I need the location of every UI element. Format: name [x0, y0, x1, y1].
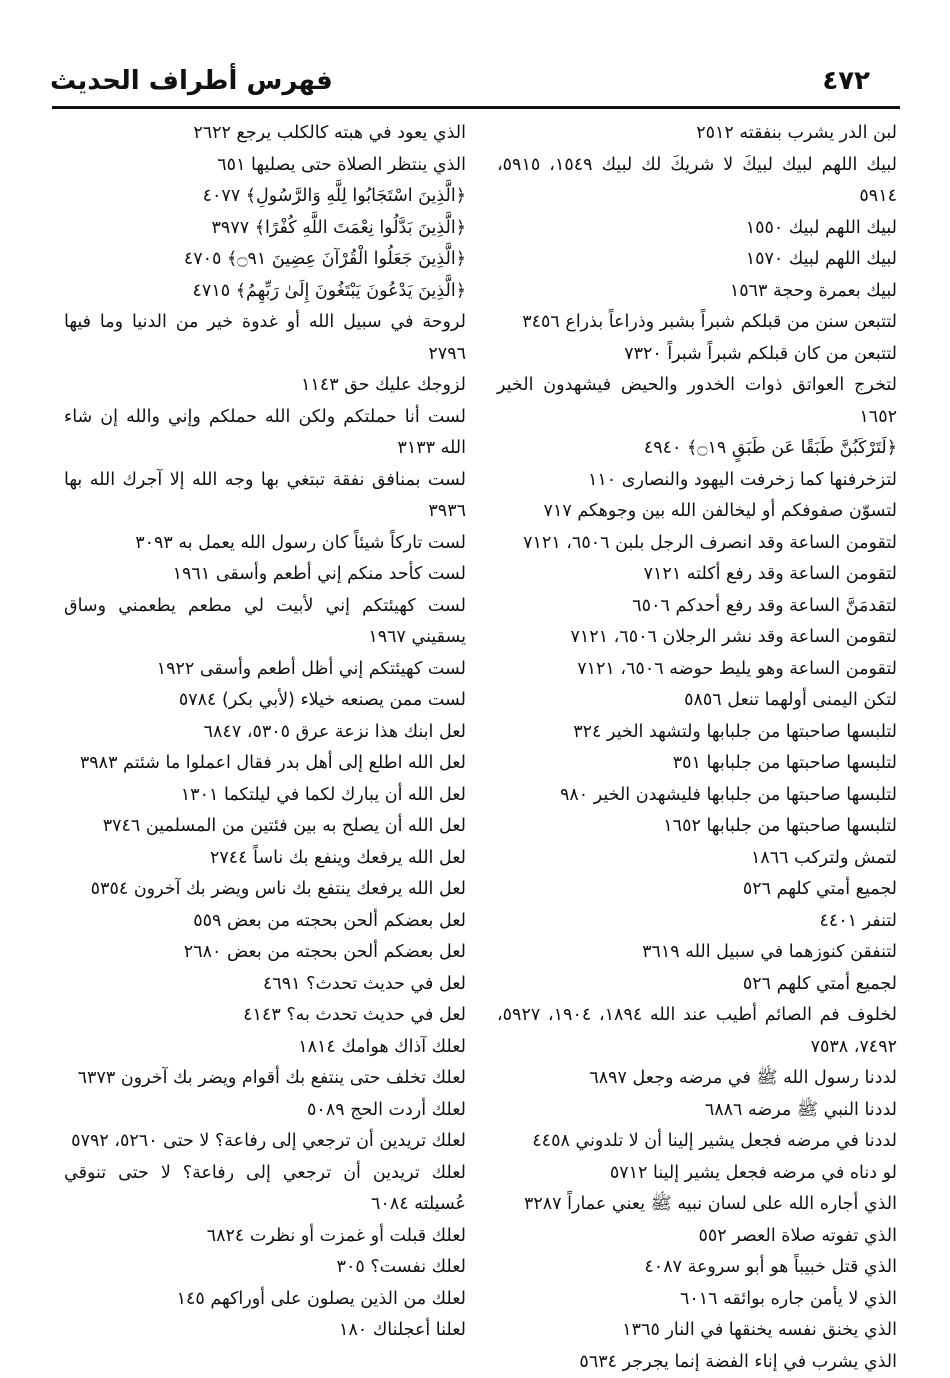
index-entry: لتقومن الساعة وهو يليط حوضه ٦٥٠٦، ٧١٢١	[497, 654, 897, 686]
index-entry: لتلبسها صاحبتها من جلبابها ٣٥١	[497, 748, 897, 780]
index-entry: لعلك نفست؟ ٣٠٥	[64, 1252, 466, 1284]
index-entry: لتمش ولتركب ١٨٦٦	[497, 843, 897, 875]
index-entry: لست كهيئتكم إني أظل أطعم وأسقى ١٩٢٢	[64, 654, 466, 686]
page-number: ٤٧٢	[822, 66, 870, 96]
index-entry: لعل الله اطلع إلى أهل بدر فقال اعملوا ما شئتم ٣٩٨٣	[64, 748, 466, 780]
index-entry: لددنا النبي ﷺ مرضه ٦٨٨٦	[497, 1095, 897, 1127]
index-entry: لست أنا حملتكم ولكن الله حملكم وإني والله إن شاء الله ٣١٣٣	[64, 402, 466, 465]
index-entry: الذي يعود في هبته كالكلب يرجع ٢٦٢٢	[64, 118, 466, 150]
index-entry: لعلك قبلت أو غمزت أو نظرت ٦٨٢٤	[64, 1221, 466, 1253]
index-column-left	[64, 118, 466, 1347]
index-entry: لعلك تريدين أن ترجعي إلى رفاعة؟ لا حتى ٥٢٦٠، ٥٧٩٢	[64, 1126, 466, 1158]
index-entry: لجميع أمتي كلهم ٥٢٦	[497, 874, 897, 906]
index-entry: لعل الله أن يبارك لكما في ليلتكما ١٣٠١	[64, 780, 466, 812]
index-entry: لتخرج العواتق ذوات الخدور والحيض فيشهدون الخير ١٦٥٢	[497, 370, 897, 433]
index-column-right	[497, 118, 897, 1378]
index-entry: لتنفر ٤٤٠١	[497, 906, 897, 938]
index-entry: لعلك تريدين أن ترجعي إلى رفاعة؟ لا حتى تنوقي عُسيلته ٦٠٨٤	[64, 1158, 466, 1221]
index-entry: لجميع أمتي كلهم ٥٢٦	[497, 969, 897, 1001]
index-entry: لعلنا أعجلناك ١٨٠	[64, 1315, 466, 1347]
index-entry: لعل الله يرفعك ينتفع بك ناس ويضر بك آخرون ٥٣٥٤	[64, 874, 466, 906]
index-entry: لتلبسها صاحبتها من جلبابها ١٦٥٢	[497, 811, 897, 843]
index-entry: الذي لا يأمن جاره بوائقه ٦٠١٦	[497, 1284, 897, 1316]
index-entry: لعل في حديث تحدث؟ ٤٦٩١	[64, 969, 466, 1001]
index-entry: ﴿الَّذِينَ يَدْعُونَ يَبْتَغُونَ إِلَىٰ رَبِّهِمُ﴾ ٤٧١٥	[64, 276, 466, 308]
index-entry: لعل في حديث تحدث به؟ ٤١٤٣	[64, 1000, 466, 1032]
index-entry: لست تاركاً شيئاً كان رسول الله يعمل به ٣٠٩٣	[64, 528, 466, 560]
index-entry: لتسوّن صفوفكم أو ليخالفن الله بين وجوهكم ٧١٧	[497, 496, 897, 528]
index-entry: الذي تفوته صلاة العصر ٥٥٢	[497, 1221, 897, 1253]
index-entry: لتكن اليمنى أولهما تنعل ٥٨٥٦	[497, 685, 897, 717]
index-entry: لست كهيئتكم إني لأبيت لي مطعم يطعمني وساق يسقيني ١٩٦٧	[64, 591, 466, 654]
index-entry: ﴿الَّذِينَ بَدَّلُوا نِعْمَتَ اللَّهِ كُفْرًا﴾ ٣٩٧٧	[64, 213, 466, 245]
index-entry: لبيك اللهم لبيك ١٥٧٠	[497, 244, 897, 276]
index-entry: لبن الدر يشرب بنفقته ٢٥١٢	[497, 118, 897, 150]
page-header	[50, 60, 900, 108]
index-entry: لعلك من الذين يصلون على أوراكهم ١٤٥	[64, 1284, 466, 1316]
index-entry: لعل الله أن يصلح به بين فئتين من المسلمين ٣٧٤٦	[64, 811, 466, 843]
index-entry: لتقومن الساعة وقد رفع أكلته ٧١٢١	[497, 559, 897, 591]
index-entry: الذي أجاره الله على لسان نبيه ﷺ يعني عماراً ٣٢٨٧	[497, 1189, 897, 1221]
index-entry: لعلك أردت الحج ٥٠٨٩	[64, 1095, 466, 1127]
index-entry: لددنا رسول الله ﷺ في مرضه وجعل ٦٨٩٧	[497, 1063, 897, 1095]
index-entry: ﴿الَّذِينَ اسْتَجَابُوا لِلَّهِ وَالرَّسُولِ﴾ ٤٠٧٧	[64, 181, 466, 213]
index-entry: لخلوف فم الصائم أطيب عند الله ١٨٩٤، ١٩٠٤، ٥٩٢٧، ٧٤٩٢، ٧٥٣٨	[497, 1000, 897, 1063]
index-entry: لددنا في مرضه فجعل يشير إلينا أن لا تلدوني ٤٤٥٨	[497, 1126, 897, 1158]
index-entry: لبيك اللهم لبيك ١٥٥٠	[497, 213, 897, 245]
index-entry: لتنفقن كنوزهما في سبيل الله ٣٦١٩	[497, 937, 897, 969]
index-entry: الذي يشرب في إناء الفضة إنما يجرجر ٥٦٣٤	[497, 1347, 897, 1378]
index-entry: لعل الله يرفعك وينفع بك ناساً ٢٧٤٤	[64, 843, 466, 875]
header-rule	[52, 106, 900, 109]
index-entry: لعل بعضكم ألحن بحجته من بعض ٢٦٨٠	[64, 937, 466, 969]
index-entry: لعل بعضكم ألحن بحجته من بعض ٥٥٩	[64, 906, 466, 938]
running-title: فهرس أطراف الحديث	[50, 66, 333, 96]
index-entry: لست ممن يصنعه خيلاء (لأبي بكر) ٥٧٨٤	[64, 685, 466, 717]
index-entry: لتزخرفنها كما زخرفت اليهود والنصارى ١١٠	[497, 465, 897, 497]
index-entry: الذي قتل خبيباً هو أبو سروعة ٤٠٨٧	[497, 1252, 897, 1284]
index-entry: لتقومن الساعة وقد نشر الرجلان ٦٥٠٦، ٧١٢١	[497, 622, 897, 654]
index-entry: لتقدمَنَّ الساعة وقد رفع أحدكم ٦٥٠٦	[497, 591, 897, 623]
index-entry: لست كأحد منكم إني أطعم وأسقى ١٩٦١	[64, 559, 466, 591]
index-entry: الذي يخنق نفسه يخنقها في النار ١٣٦٥	[497, 1315, 897, 1347]
index-entry: لبيك اللهم لبيك لبيكَ لا شريكَ لك لبيك ١٥٤٩، ٥٩١٥، ٥٩١٤	[497, 150, 897, 213]
index-entry: ﴿الَّذِينَ جَعَلُوا الْقُرْآنَ عِضِينَ ۝٩١﴾ ٤٧٠٥	[64, 244, 466, 276]
index-entry: لعل ابنك هذا نزعة عرق ٥٣٠٥، ٦٨٤٧	[64, 717, 466, 749]
index-entry: لست بمنافق نفقة تبتغي بها وجه الله إلا آجرك الله بها ٣٩٣٦	[64, 465, 466, 528]
index-entry: لتتبعن من كان قبلكم شبراً شبراً ٧٣٢٠	[497, 339, 897, 371]
index-entry: لعلك تخلف حتى ينتفع بك أقوام ويضر بك آخرون ٦٣٧٣	[64, 1063, 466, 1095]
index-entry: لتتبعن سنن من قبلكم شبراً بشبر وذراعاً بذراع ٣٤٥٦	[497, 307, 897, 339]
index-entry: لعلك آذاك هوامك ١٨١٤	[64, 1032, 466, 1064]
index-entry: لو دناه في مرضه فجعل يشير إلينا ٥٧١٢	[497, 1158, 897, 1190]
index-entry: ﴿لَتَرْكَبُنَّ طَبَقًا عَن طَبَقٍ ۝١٩﴾ ٤٩٤٠	[497, 433, 897, 465]
index-entry: لتقومن الساعة وقد انصرف الرجل بلبن ٦٥٠٦، ٧١٢١	[497, 528, 897, 560]
index-entry: لتلبسها صاحبتها من جلبابها فليشهدن الخير ٩٨٠	[497, 780, 897, 812]
index-entry: لزوجك عليك حق ١١٤٣	[64, 370, 466, 402]
index-entry: الذي ينتظر الصلاة حتى يصليها ٦٥١	[64, 150, 466, 182]
index-entry: لتلبسها صاحبتها من جلبابها ولتشهد الخير ٣٢٤	[497, 717, 897, 749]
index-entry: لبيك بعمرة وحجة ١٥٦٣	[497, 276, 897, 308]
index-entry: لروحة في سبيل الله أو غدوة خير من الدنيا وما فيها ٢٧٩٦	[64, 307, 466, 370]
